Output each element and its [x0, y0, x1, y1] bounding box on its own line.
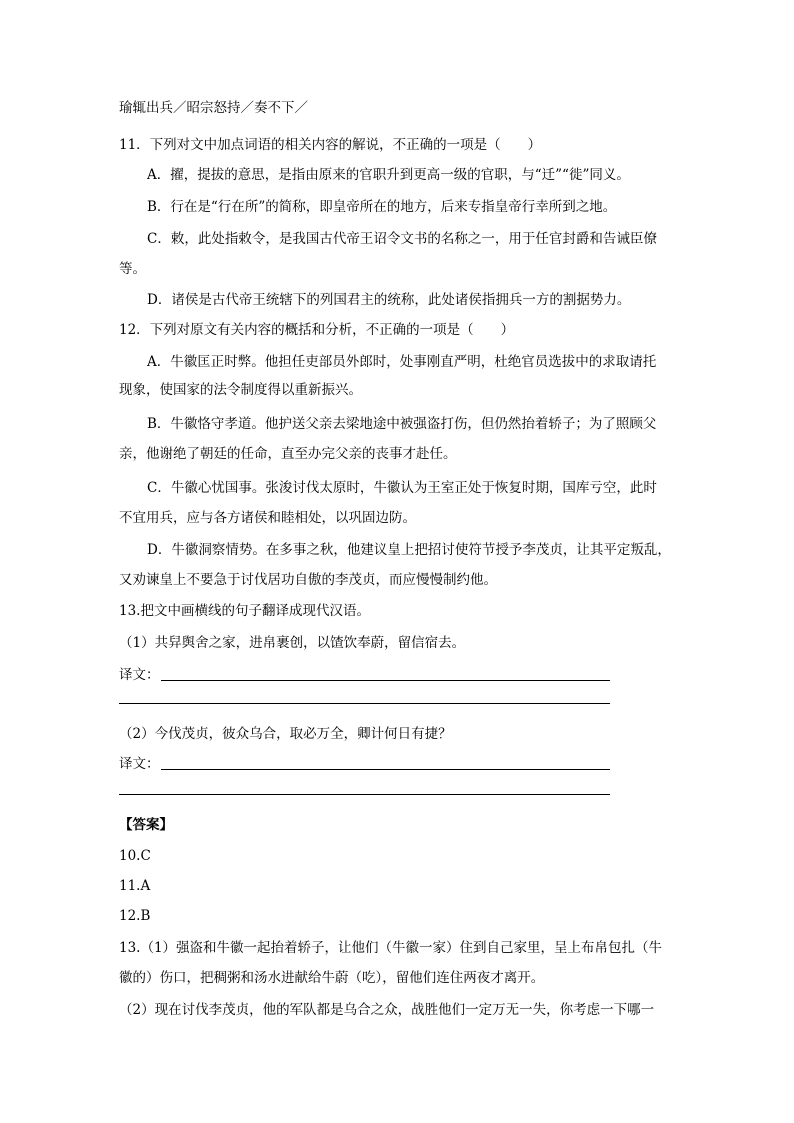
option-12a: A．牛徽匡正时弊。他担任吏部员外郎时，处事刚直严明，杜绝官员选拔中的求取请托 [147, 354, 657, 370]
option-12c: C．牛徽心忧国事。张浚讨伐太原时，牛徽认为王室正处于恢复时期，国库亏空，此时 [147, 480, 657, 496]
answer-line [161, 680, 610, 681]
option-11d: D．诸侯是古代帝王统辖下的列国君主的统称，此处诸侯指拥兵一方的割据势力。 [147, 292, 631, 308]
question-11: 11．下列对文中加点词语的相关内容的解说，不正确的一项是（ ） [119, 137, 542, 153]
question-13: 13.把文中画横线的句子翻译成现代汉语。 [119, 603, 370, 619]
option-12b-cont: 亲，他谢绝了朝廷的任命，直至办完父亲的丧事才赴任。 [119, 446, 457, 462]
question-12: 12．下列对原文有关内容的概括和分析，不正确的一项是（ ） [119, 322, 515, 338]
option-12c-cont: 不宜用兵，应与各方诸侯和睦相处，以巩固边防。 [119, 510, 416, 526]
option-11c-cont: 等。 [119, 261, 146, 277]
answer-11: 11.A [119, 878, 151, 894]
answer-10: 10.C [119, 848, 151, 864]
translation-label-1: 译文： [119, 667, 160, 683]
option-12d: D．牛徽洞察情势。在多事之秋，他建议皇上把招讨使符节授予李茂贞，让其平定叛乱， [147, 542, 671, 558]
question-13-2: （2）今伐茂贞，彼众乌合，取必万全，卿计何日有捷？ [119, 726, 452, 742]
option-11b: B．行在是“行在所”的简称，即皇帝所在的地方，后来专指皇帝行幸所到之地。 [147, 199, 617, 215]
text-line: 瑜辄出兵／昭宗怒持／奏不下／ [119, 100, 308, 116]
answer-line [161, 769, 610, 770]
answer-line [119, 703, 610, 704]
option-11a: A．擢，提拔的意思，是指由原来的官职升到更高一级的官职，与“迁”“徙”同义。 [147, 167, 630, 183]
answer-heading: 【答案】 [119, 817, 173, 833]
answer-13-1-cont: 徽的）伤口，把稠粥和汤水进献给牛蔚（吃），留他们连住两夜才离开。 [119, 970, 545, 986]
option-12d-cont: 又劝谏皇上不要急于讨伐居功自傲的李茂贞，而应慢慢制约他。 [119, 572, 497, 588]
answer-12: 12.B [119, 908, 151, 924]
answer-13-1: 13.（1）强盗和牛徽一起抬着轿子，让他们（牛徽一家）住到自己家里，呈上布帛包扎（牛 [119, 940, 663, 956]
option-11c: C．敕，此处指敕令，是我国古代帝王诏令文书的名称之一，用于任官封爵和告诫臣僚 [147, 231, 657, 247]
option-12b: B．牛徽恪守孝道。他护送父亲去梁地途中被强盗打伤，但仍然抬着轿子；为了照顾父 [147, 416, 657, 432]
answer-line [119, 794, 610, 795]
answer-13-2: （2）现在讨伐李茂贞，他的军队都是乌合之众，战胜他们一定万无一失，你考虑一下哪一 [119, 1002, 655, 1018]
question-13-1: （1）共舁舆舍之家，进帛裹创，以馇饮奉蔚，留信宿去。 [119, 635, 466, 651]
option-12a-cont: 现象，使国家的法令制度得以重新振兴。 [119, 382, 362, 398]
translation-label-2: 译文： [119, 756, 160, 772]
